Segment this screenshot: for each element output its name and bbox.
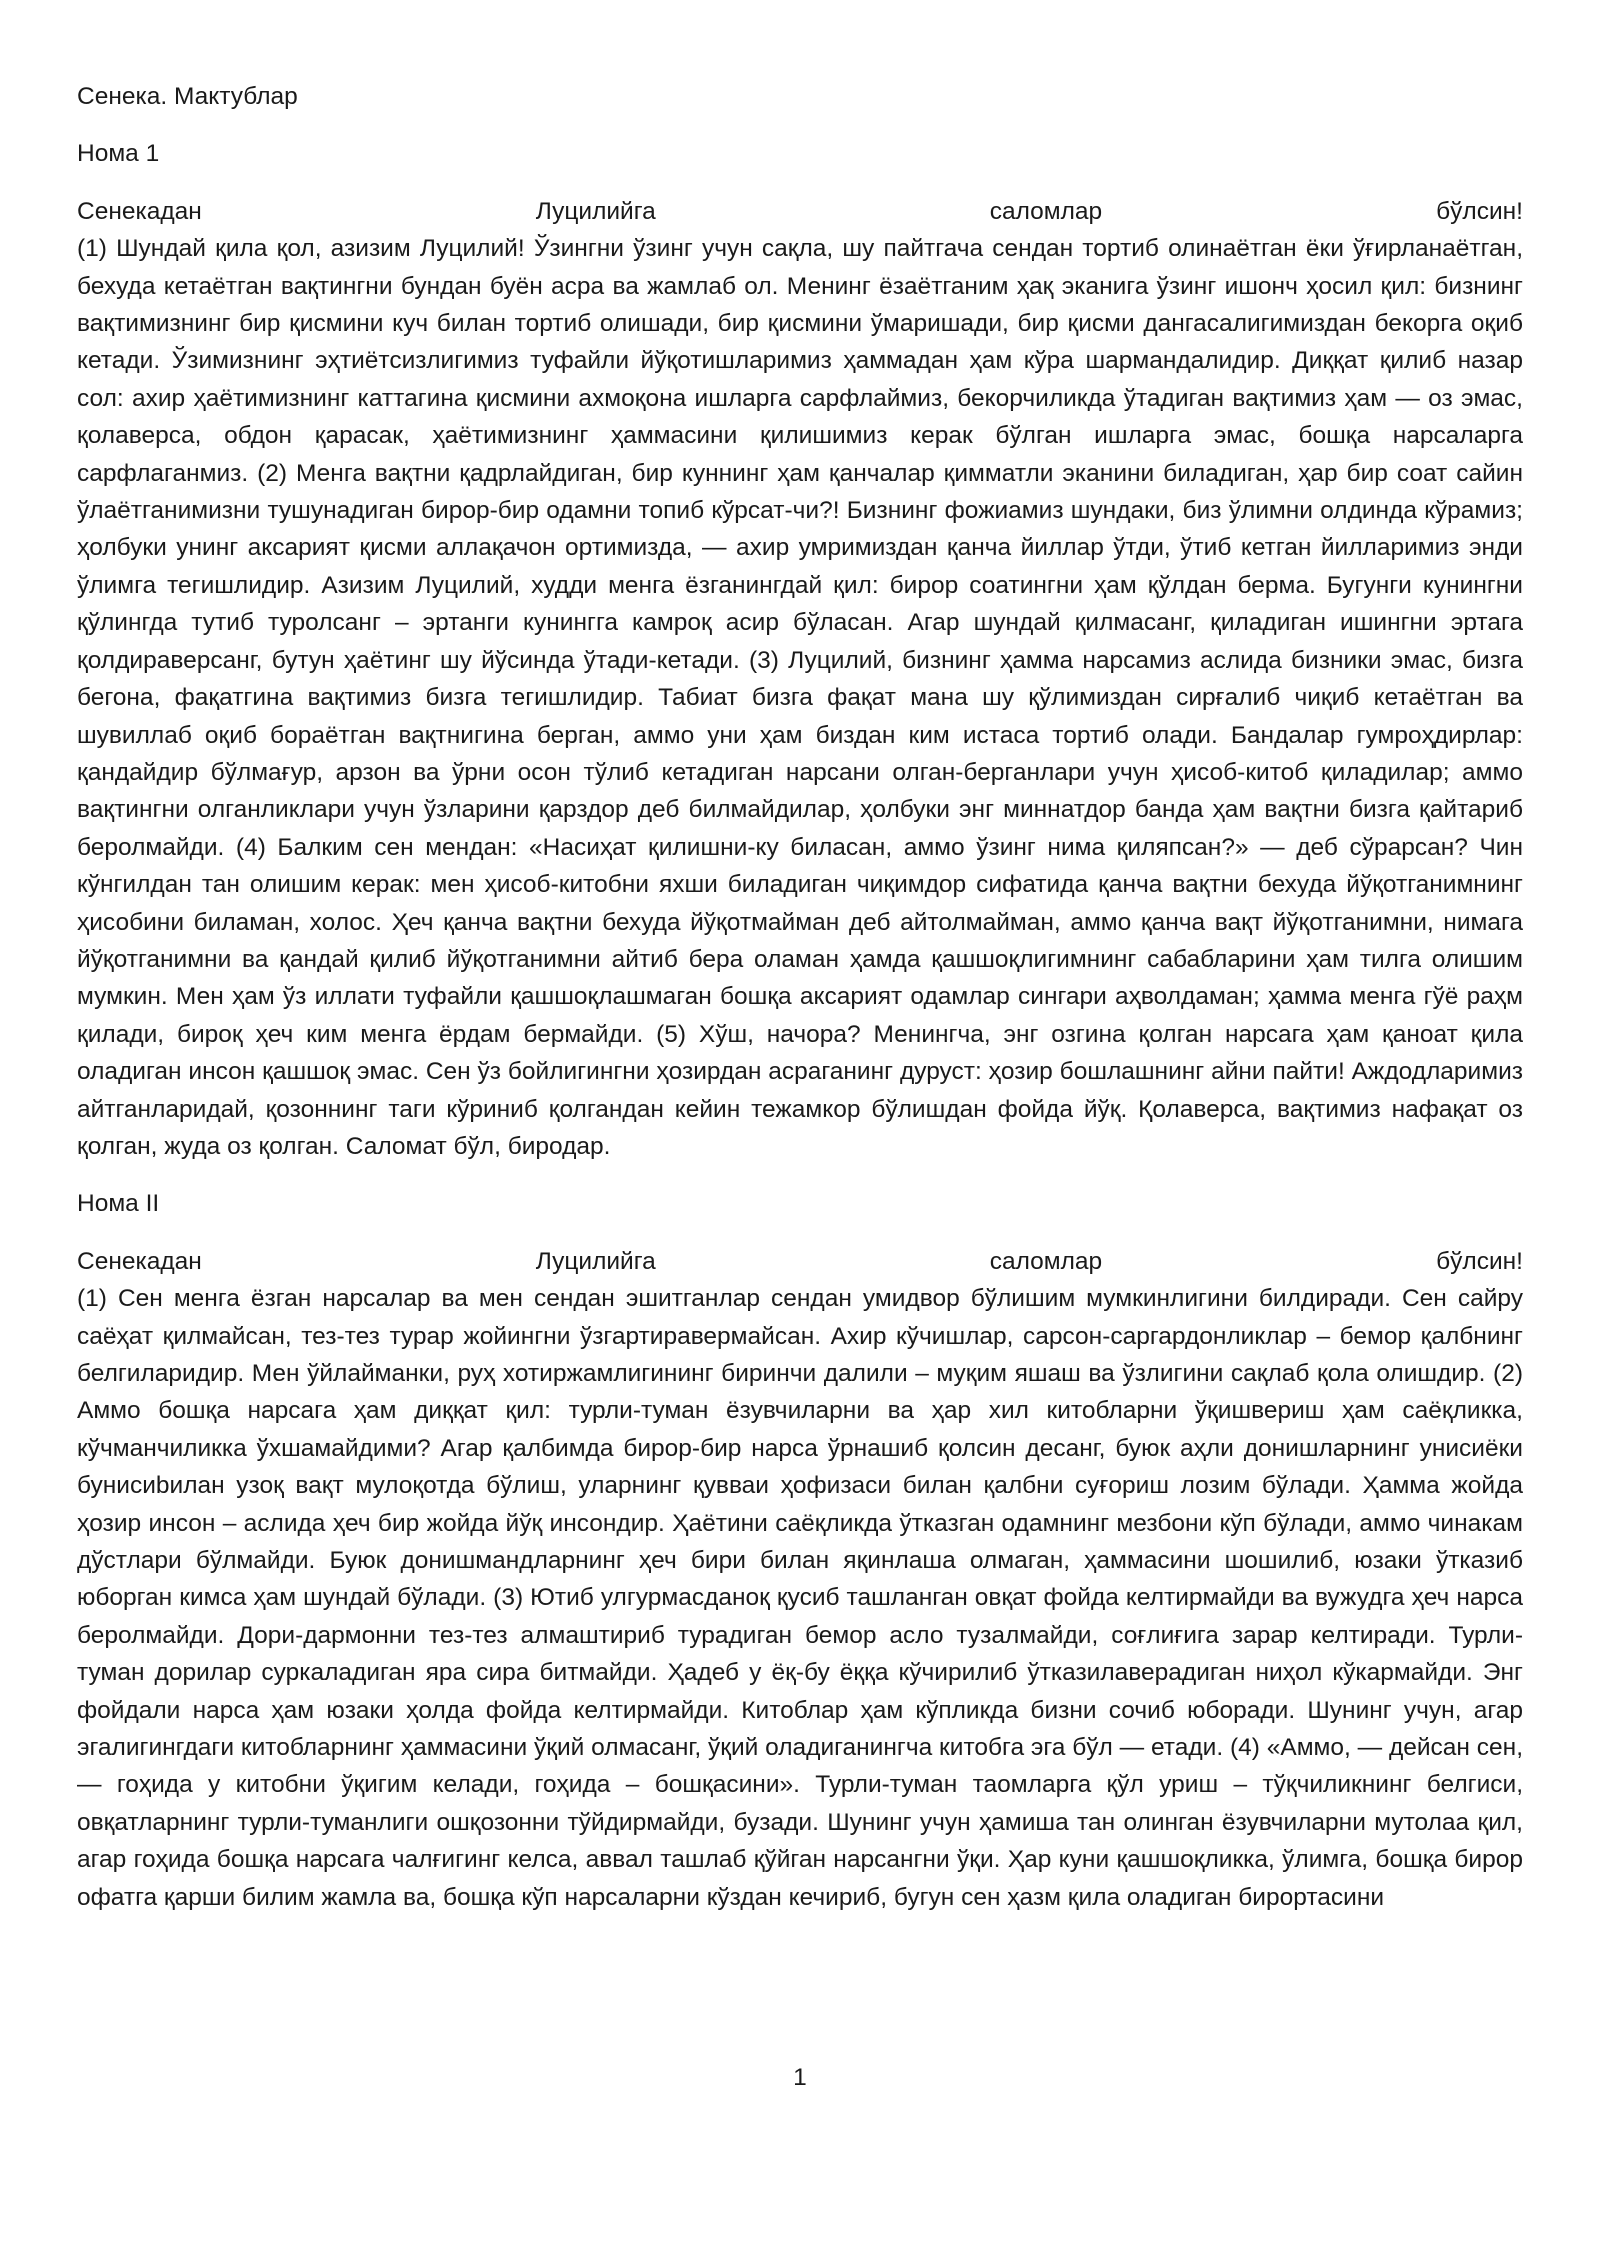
greeting-word: Луцилийга [535,1247,656,1275]
greeting-word: Сенекадан [77,1247,202,1275]
page-number: 1 [793,2064,807,2091]
letter-2 [77,1185,1523,1916]
letter-greeting [77,1243,1523,1280]
document-title: Сенека. Мактублар [77,83,298,110]
letter-body: (1) Сен менга ёзган нарсалар ва мен сендан эшитганлар сендан умидвор бўлишим мумкинлигини билдиради. Сен сайру саёҳат қилмайсан, тез-тез турар жойингни ўзгартиравермайсан. Ахир кўчишлар, сарсон-саргардонликлар – бемор қалбнинг белгиларидир. Мен ўйлайманки, руҳ хотиржамлигининг биринчи далили – муқим яшаш ва ўзлигини сақлаб қола олишдир. (2) Аммо бошқа нарсага ҳам диққат қил: турли-туман ёзувчиларни ва ҳар хил китобларни ўқишвериш ҳам саёқликка, кўчманчиликка ўхшамайдими? Агар қалбимда бирор-бир нарса ўрнашиб қолсин десанг, буюк аҳли донишларнинг унисиёки бунисиbилан узоқ вақт мулоқотда бўлиш, уларнинг қувваи ҳофизаси билан қалбни суғориш лозим бўлади. Ҳамма жойда ҳозир инсон – аслида ҳеч бир жойда йўқ инсондир. Ҳаётини саёқликда ўтказган одамнинг мезбони кўп бўлади, аммо чинакам дўстлари бўлмайди. Буюк донишмандларнинг ҳеч бири билан яқинлаша олмаган, ҳаммасини шошилиб, юзаки ўтказиб юборган кимса ҳам шундай бўлади. (3) Ютиб улгурмасданоқ қусиб ташланган овқат фойда келтирмайди ва вужудга ҳеч нарса беролмайди. Дори-дармонни тез-тез алмаштириб турадиган бемор асло тузалмайди, соғлиғига зарар келтиради. Турли-туман дорилар суркаладиган яра сира битмайди. Ҳадеб у ёқ-бу ёққа кўчирилиб ўтказилаверадиган ниҳол кўкармайди. Энг фойдали нарса ҳам юзаки ҳолда фойда келтирмайди. Китоблар ҳам кўпликда бизни сочиб юборади. Шунинг учун, агар эгалигингдаги китобларнинг ҳаммасини ўқий олмасанг, ўқий оладиганингча китобга эга бўл — етади. (4) «Аммо, — дейсан сен, — гоҳида у китобни ўқигим келади, гоҳида – бошқасини». Турли-туман таомларга қўл уриш – тўқчиликнинг белгиси, овқатларнинг турли-туманлиги ошқозонни тўйдирмайди, бузади. Шунинг учун ҳамиша тан олинган ёзувчиларни мутолаа қил, агар гоҳида бошқа нарсага чалғигинг келса, аввал ташлаб қўйган нарсангни ўқи. Ҳар куни қашшоқликка, ўлимга, бошқа бирор офатга қарши билим жамла ва, бошқа кўп нарсаларни кўздан кечириб, бугун сен ҳазм қила оладиган бирортасини [77,1285,1523,1911]
letter-heading: Нома 1 [77,140,160,168]
letter-1 [77,135,1523,1165]
document-page [77,78,1523,1916]
greeting-word: Луцилийга [535,197,656,225]
letter-body: (1) Шундай қила қол, азизим Луцилий! Ўзингни ўзинг учун сақла, шу пайтгача сендан тортиб олинаётган ёки ўғирланаётган, бехуда кетаётган вақтингни бундан буён асра ва жамлаб ол. Менинг ёзаётганим ҳақ эканига ўзинг ишонч ҳосил қил: бизнинг вақтимизнинг бир қисмини куч билан тортиб олишади, бир қисмини ўмаришади, бир қисми дангасалигимиздан бекорга оқиб кетади. Ўзимизнинг эҳтиётсизлигимиз туфайли йўқотишларимиз ҳаммадан ҳам кўра шармандалидир. Диққат қилиб назар сол: ахир ҳаётимизнинг каттагина қисмини ахмоқона ишларга сарфлаймиз, бекорчиликда ўтадиган вақтимиз ҳам — оз эмас, қолаверса, обдон қарасак, ҳаётимизнинг ҳаммасини қилишимиз керак бўлган ишларга эмас, бошқа нарсаларга сарфлаганмиз. (2) Менга вақтни қадрлайдиган, бир куннинг ҳам қанчалар қимматли эканини биладиган, ҳар бир соат сайин ўлаётганимизни тушунадиган бирор-бир одамни топиб кўрсат-чи?! Бизнинг фожиамиз шундаки, биз ўлимни олдинда кўрамиз; ҳолбуки унинг аксарият қисми аллақачон ортимизда, — ахир умримиздан қанча йиллар ўтди, ўтиб кетган йилларимиз энди ўлимга тегишлидир. Азизим Луцилий, худди менга ёзганингдай қил: бирор соатингни ҳам қўлдан берма. Бугунги кунингни қўлингда тутиб туролсанг – эртанги кунингга камроқ асир бўласан. Агар шундай қилмасанг, қиладиган ишингни эртага қолдираверсанг, бутун ҳаётинг шу йўсинда ўтади-кетади. (3) Луцилий, бизнинг ҳамма нарсамиз аслида бизники эмас, бизга бегона, фақатгина вақтимиз бизга тегишлидир. Табиат бизга фақат мана шу қўлимиздан сирғалиб чиқиб кетаётган ва шувиллаб оқиб бораётган вақтнигина берган, аммо уни ҳам биздан ким истаса тортиб олади. Бандалар гумроҳдирлар: қандайдир бўлмағур, арзон ва ўрни осон тўлиб кетадиган нарсани олган-берганлари учун ҳисоб-китоб қиладилар; аммо вақтингни олганликлари учун ўзларини қарздор деб билмайдилар, ҳолбуки энг миннатдор банда ҳам вақтни бизга қайтариб беролмайди. (4) Балким сен мендан: «Насиҳат қилишни-ку биласан, аммо ўзинг нима қиляпсан?» — деб сўрарсан? Чин кўнгилдан тан олишим керак: мен ҳисоб-китобни яхши биладиган чиқимдор сифатида қанча вақтни бехуда йўқотганимнинг ҳисобини биламан, холос. Ҳеч қанча вақтни бехуда йўқотмайман деб айтолмайман, аммо қанча вақт йўқотганимни, нимага йўқотганимни ва қандай қилиб йўқотганимни айтиб бера оламан ҳамда қашшоқлигимнинг сабабларини ҳам тилга олишим мумкин. Мен ҳам ўз иллати туфайли қашшоқлашмаган бошқа аксарият одамлар сингари аҳволдаман; ҳамма менга гўё раҳм қилади, бироқ ҳеч ким менга ёрдам бермайди. (5) Хўш, начора? Менингча, энг озгина қолган нарсага ҳам қаноат қила оладиган инсон қашшоқ эмас. Сен ўз бойлигингни ҳозирдан асраганинг дуруст: ҳозир бошлашнинг айни пайти! Аждодларимиз айтганларидай, қозоннинг таги кўриниб қолгандан кейин тежамкор бўлишдан фойда йўқ. Қолаверса, вақтимиз нафақат оз қолган, жуда оз қолган. Саломат бўл, биродар. [77,235,1523,1160]
letter-heading: Нома II [77,1190,160,1218]
greeting-word: Сенекадан [77,197,202,225]
letter-greeting [77,193,1523,230]
greeting-word: саломлар [989,197,1103,225]
greeting-word: саломлар [989,1247,1103,1275]
greeting-word: бўлсин! [1436,197,1523,225]
greeting-word: бўлсин! [1436,1247,1523,1275]
